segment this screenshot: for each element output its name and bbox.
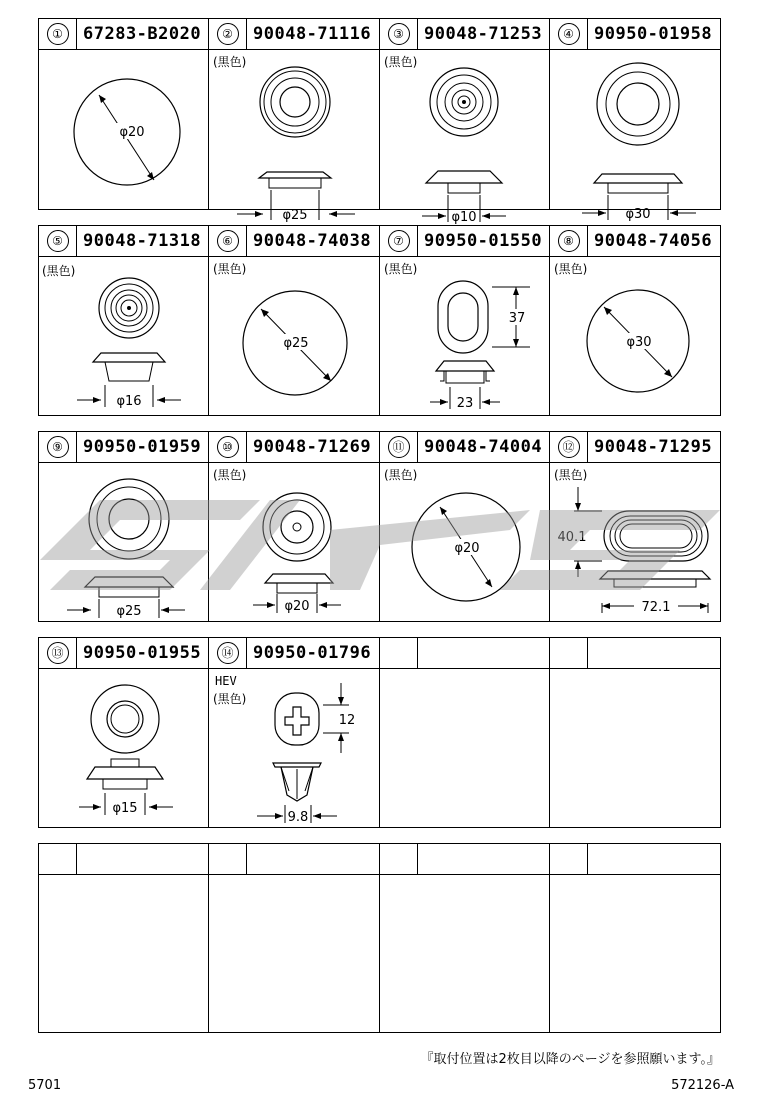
color-note: (黒色) xyxy=(384,262,418,276)
plug-drawing-8 xyxy=(550,257,720,417)
part-number: 90048-71295 xyxy=(594,437,713,457)
item-number: ⑭ xyxy=(217,642,239,664)
color-note: (黒色) xyxy=(554,262,588,276)
part-number: 90048-74056 xyxy=(594,231,713,251)
dimension-label: φ25 xyxy=(283,336,309,351)
item-number-cell xyxy=(550,432,588,462)
dimension-label: φ15 xyxy=(112,801,138,816)
item-number: ⑪ xyxy=(388,436,410,458)
color-note: (黒色) xyxy=(213,55,247,69)
item-number-cell xyxy=(209,638,247,668)
grommet-drawing-5 xyxy=(39,257,209,417)
dimension-label: 12 xyxy=(338,713,356,728)
clip-drawing-14 xyxy=(209,669,379,829)
item-number-cell xyxy=(380,432,418,462)
parts-table-row-4 xyxy=(38,637,721,828)
parts-table-row-2 xyxy=(38,225,721,416)
item-number-cell xyxy=(380,19,418,49)
part-number: 90950-01959 xyxy=(83,437,202,457)
dimension-label: φ16 xyxy=(116,394,142,409)
item-number: ⑧ xyxy=(558,230,580,252)
item-number-cell xyxy=(39,638,77,668)
color-note: (黒色) xyxy=(213,262,247,276)
dimension-label: φ25 xyxy=(282,208,308,223)
item-number-cell-empty xyxy=(39,844,77,874)
color-note: (黒色) xyxy=(213,692,247,706)
part-number: 90950-01796 xyxy=(253,643,372,663)
item-number-cell xyxy=(39,432,77,462)
dimension-label: φ10 xyxy=(451,210,477,225)
grommet-drawing-3 xyxy=(380,50,550,225)
reference-instruction: 『取付位置は2枚目以降のページを参照願います。』 xyxy=(420,1052,720,1067)
item-number: ⑦ xyxy=(388,230,410,252)
color-note: (黒色) xyxy=(384,55,418,69)
parts-table-row-1 xyxy=(38,18,721,225)
item-number: ⑩ xyxy=(217,436,239,458)
part-number: 67283-B2020 xyxy=(83,24,202,44)
color-note: (黒色) xyxy=(213,468,247,482)
dimension-label: φ20 xyxy=(119,125,145,140)
part-number: 90048-74004 xyxy=(424,437,543,457)
item-number: ⑤ xyxy=(47,230,69,252)
color-note: (黒色) xyxy=(554,468,588,482)
dimension-label: φ25 xyxy=(116,604,142,619)
parts-table-row-5-empty xyxy=(38,843,721,1033)
dimension-label: φ30 xyxy=(626,335,652,350)
dimension-label: φ30 xyxy=(625,207,651,222)
grommet-drawing-2 xyxy=(209,50,379,223)
item-number: ⑥ xyxy=(217,230,239,252)
part-number-empty xyxy=(588,638,720,668)
color-note: (黒色) xyxy=(384,468,418,482)
part-number: 90950-01550 xyxy=(424,231,543,251)
dimension-label: 72.1 xyxy=(641,600,671,615)
dimension-label: 40.1 xyxy=(557,530,587,545)
item-number: ① xyxy=(47,23,69,45)
part-number: 90048-71269 xyxy=(253,437,372,457)
grommet-drawing-13 xyxy=(39,669,209,829)
grommet-drawing-7 xyxy=(380,257,550,417)
item-number-cell-empty xyxy=(380,844,418,874)
part-number: 90048-71253 xyxy=(424,24,543,44)
grommet-drawing-4 xyxy=(550,50,720,222)
plug-drawing-6 xyxy=(209,257,379,417)
item-number-cell-empty xyxy=(550,844,588,874)
dimension-label: 9.8 xyxy=(287,810,309,825)
item-number-cell xyxy=(550,226,588,256)
item-number-cell xyxy=(550,19,588,49)
item-number-cell-empty xyxy=(550,638,588,668)
plug-drawing-1 xyxy=(39,50,209,210)
item-number: ④ xyxy=(558,23,580,45)
parts-table-row-3 xyxy=(38,431,721,622)
grommet-drawing-10 xyxy=(209,463,379,623)
item-number-cell xyxy=(209,432,247,462)
item-number-cell xyxy=(209,19,247,49)
item-number: ⑨ xyxy=(47,436,69,458)
dimension-label: 23 xyxy=(456,396,474,411)
grommet-drawing-12 xyxy=(550,463,720,623)
dimension-label: φ20 xyxy=(284,599,310,614)
item-number-cell xyxy=(39,19,77,49)
item-number-cell-empty xyxy=(380,638,418,668)
item-number-cell xyxy=(39,226,77,256)
item-number: ⑫ xyxy=(558,436,580,458)
item-number: ② xyxy=(217,23,239,45)
dimension-label: φ20 xyxy=(454,541,480,556)
item-number: ③ xyxy=(388,23,410,45)
part-number: 90048-71116 xyxy=(253,24,372,44)
item-number-cell xyxy=(380,226,418,256)
dimension-label: 37 xyxy=(508,311,526,326)
page-code: 5701 xyxy=(28,1078,62,1093)
hev-note: HEV xyxy=(215,674,237,688)
item-number-cell xyxy=(209,226,247,256)
document-id: 572126-A xyxy=(671,1078,734,1093)
part-number: 90048-74038 xyxy=(253,231,372,251)
grommet-drawing-9 xyxy=(39,463,209,623)
part-number: 90950-01955 xyxy=(83,643,202,663)
plug-drawing-11 xyxy=(380,463,550,623)
part-number: 90950-01958 xyxy=(594,24,713,44)
part-number-empty xyxy=(418,638,550,668)
item-number-cell-empty xyxy=(209,844,247,874)
item-number: ⑬ xyxy=(47,642,69,664)
part-number: 90048-71318 xyxy=(83,231,202,251)
color-note: (黒色) xyxy=(42,264,76,278)
